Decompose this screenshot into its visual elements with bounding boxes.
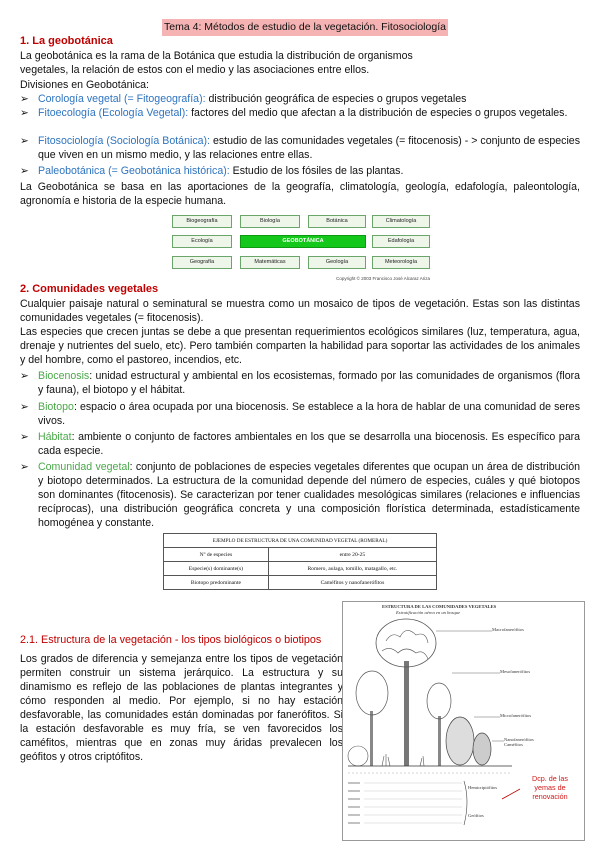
s1-paragraph-3: La Geobotánica se basa en las aportaciones de la geografía, climatología, geología, edafología, paleontología, agronomía e historia de la especie humana. <box>20 181 580 207</box>
figure-label: Hemicriptófitos <box>468 785 498 790</box>
arrow-bullet-icon: ➢ <box>20 461 29 473</box>
strata-illustration <box>342 601 585 841</box>
s1-bullet-term: Paleobotánica (= Geobotánica histórica): <box>38 165 230 177</box>
table-cell: entre 20-25 <box>268 548 436 562</box>
s2-bullet-term: Comunidad vegetal <box>38 461 130 473</box>
s2-bullet-2 <box>20 400 580 428</box>
diagram-box: Edafología <box>372 235 430 248</box>
figure-label: Macrofanerófitos <box>492 627 524 632</box>
diagram-box: Climatología <box>372 215 430 228</box>
table-row <box>164 548 437 562</box>
table-row <box>164 534 437 548</box>
diagram-box: Biogeografía <box>172 215 232 228</box>
figure-label: Geófitos <box>468 813 484 818</box>
diagram-box: Ecología <box>172 235 232 248</box>
arrow-bullet-icon: ➢ <box>20 93 29 105</box>
figure-title: ESTRUCTURA DE LAS COMUNIDADES VEGETALES <box>382 604 497 609</box>
table-title: EJEMPLO DE ESTRUCTURA DE UNA COMUNIDAD VEGETAL (ROMERAL) <box>164 534 437 548</box>
table-cell: Especie(s) dominante(s) <box>164 562 269 576</box>
s1-bullet-term: Fitoecología (Ecología Vegetal): <box>38 107 189 119</box>
s2-bullet-text: : espacio o área ocupada por una biocenosis. Se establece a la hora de hablar de una comunidad de seres vivos. <box>38 401 580 427</box>
arrow-bullet-icon: ➢ <box>20 135 29 147</box>
arrow-bullet-icon: ➢ <box>20 431 29 443</box>
figure-subtitle: Estratificación aérea en un bosque <box>396 610 461 615</box>
diagram-box: Geología <box>308 256 366 269</box>
arrow-bullet-icon: ➢ <box>20 165 29 177</box>
s2-bullet-1 <box>20 369 580 397</box>
diagram-box: Botánica <box>308 215 366 228</box>
s1-bullet-text: factores del medio que afectan a la distribución de especies o grupos vegetales. <box>188 107 568 119</box>
s2-bullet-text: : unidad estructural y ambiental en los ecosistemas, formado por las comunidades de organismos (flora y fauna), el biotopo y el hábitat. <box>38 370 580 396</box>
s2-paragraph-2: Las especies que crecen juntas se debe a que presentan requerimientos ecológicos similares (luz, temperatura, agua, drenaje y nutrientes del suelo, etc). Pero también comparten la habilidad para soportar las actividades de los animales y del hombre, como el pastoreo, incendios, etc. <box>20 326 580 366</box>
s1-bullet-text: Estudio de los fósiles de las plantas. <box>229 165 404 177</box>
diagram-box: Meteorología <box>372 256 430 269</box>
renewal-buds-note: Dcp. de las yemas de renovación <box>532 774 568 801</box>
s2-bullet-3 <box>20 430 580 458</box>
vegetation-strata-figure <box>342 601 585 841</box>
s1-bullet-2 <box>20 106 580 120</box>
figure-label: Mesofanerófitos <box>500 669 531 674</box>
s2-bullet-4 <box>20 460 580 530</box>
page-title: Tema 4: Métodos de estudio de la vegetación. Fitosociología <box>162 19 448 36</box>
table-cell: Caméfitos y nanofanerófitos <box>268 576 436 590</box>
arrow-bullet-icon: ➢ <box>20 107 29 119</box>
s1-bullet-text: estudio de las comunidades vegetales (= fitocenosis) - > conjunto de especies que viven en un mismo medio, y las relaciones entre ellas. <box>38 135 580 161</box>
geobotanica-diagram <box>170 213 430 281</box>
s1-bullet-1 <box>20 92 580 106</box>
figure-label: Microfanerófitos <box>500 713 532 718</box>
s2-bullet-term: Hábitat <box>38 431 72 443</box>
diagram-box: Matemáticas <box>240 256 300 269</box>
table-cell: Romero, aulaga, tomillo, matagallo, etc. <box>268 562 436 576</box>
s1-bullet-term: Corología vegetal (= Fitogeografía): <box>38 93 206 105</box>
s1-bullet-text: distribución geográfica de especies o grupos vegetales <box>205 93 467 105</box>
diagram-box: Biología <box>240 215 300 228</box>
table-row <box>164 576 437 590</box>
s2-paragraph-1: Cualquier paisaje natural o seminatural se muestra como un mosaico de tipos de vegetación. Estas son las distintas comunidades vegetales (= fitocenosis). <box>20 298 580 324</box>
arrow-bullet-icon: ➢ <box>20 370 29 382</box>
s1-bullet-4 <box>20 164 580 178</box>
section-1-heading: 1. La geobotánica <box>20 35 113 47</box>
s1-paragraph-2: Divisiones en Geobotánica: <box>20 79 149 91</box>
arrow-bullet-icon: ➢ <box>20 401 29 413</box>
romeral-structure-table <box>163 533 437 590</box>
table-row <box>164 562 437 576</box>
table-cell: Nº de especies <box>164 548 269 562</box>
s2-bullet-text: : conjunto de poblaciones de especies vegetales diferentes que ocupan un área de distribución y biotopo determinados. La estructura de la comunidad depende del número de especies, cuáles y qué biotopos son dominantes (fitocenosis). Se caracterizan por tener cualidades mesológicas similares (relaciones e influencias recíprocas), una distribución geográfica concreta y una composición florística determinada, estadísticamente homogénea y constante. <box>38 461 580 529</box>
figure-label: Nanofanerófitos Caméfitos <box>504 737 534 747</box>
s2-bullet-text: : ambiente o conjunto de factores ambientales en los que se desarrolla una biocenosis. Es específico para cada especie. <box>38 431 580 457</box>
diagram-center-box: GEOBOTÁNICA <box>240 235 366 248</box>
diagram-box: Geografía <box>172 256 232 269</box>
table-cell: Biotopo predominante <box>164 576 269 590</box>
s2-bullet-term: Biocenosis <box>38 370 90 382</box>
section-2-heading: 2. Comunidades vegetales <box>20 283 159 295</box>
s1-paragraph-1: La geobotánica es la rama de la Botánica que estudia la distribución de organismos vegetales, la relación de estos con el medio y las asociaciones entre ellos. <box>20 50 413 76</box>
s21-paragraph-1: Los grados de diferencia y semejanza entre los tipos de vegetación permiten construir un sistema jerárquico. La estructura y su dinamismo es reflejo de las poblaciones de plantas integrantes y cómo responden al medio. Por ejemplo, si no hay estación desfavorable, las comunidades están dominadas por fanerófitos. Si la estación desfavorable es muy fría, se ven favorecidos los caméfitos, mientras que en zonas muy áridas prevalecen los geófitos y otros criptófitos. <box>20 653 343 763</box>
s1-bullet-term: Fitosociología (Sociología Botánica): <box>38 135 210 147</box>
section-2-1-heading: 2.1. Estructura de la vegetación - los tipos biológicos o biotipos <box>20 634 322 646</box>
s2-bullet-term: Biotopo <box>38 401 74 413</box>
s1-bullet-3 <box>20 134 580 162</box>
diagram-copyright: Copyright © 2003 Francisco José Alcaraz Ariza <box>336 276 430 281</box>
